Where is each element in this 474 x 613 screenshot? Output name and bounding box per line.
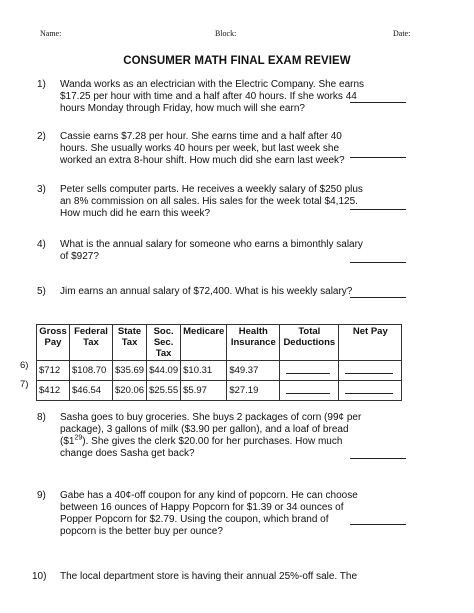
question-text: change does Sasha get back? [60,448,195,459]
answer-line-3[interactable] [350,209,406,210]
question-text: Peter sells computer parts. He receives a weekly salary of $250 plus [60,184,363,195]
soc-sec-tax-cell: $25.55 [147,381,181,401]
question-number: 1) [37,79,46,90]
total-deductions-cell[interactable] [280,361,339,381]
table-row [37,361,402,381]
question-text: Jim earns an annual salary of $72,400. What is his weekly salary? [60,286,353,297]
question-text: worked an extra 8-hour shift. How much did she earn last week? [60,155,345,166]
question-text: hours Monday through Friday, how much will she earn? [60,103,305,114]
gross-pay-cell: $712 [37,361,70,381]
question-text: The local department store is having their annual 25%-off sale. The [60,571,358,582]
column-header-federal-tax: Federal Tax [70,325,113,361]
question-text: Popper Popcorn for $2.79. Using the coupon, which brand of [60,514,329,525]
question-text: an 8% commission on all sales. His sales for the week total $4,125. [60,196,358,207]
question-number: 3) [37,184,46,195]
column-header-net-pay: Net Pay [339,325,402,361]
question-text: Sasha goes to buy groceries. She buys 2 packages of corn (99¢ per [60,412,362,423]
question-number-7: 7) [20,379,29,390]
question-text: $(\$1^{29})$. She gives the clerk $20.00 for her purchases. How much [60,434,343,447]
state-tax-cell: $35.69 [113,361,147,381]
payroll-table [36,324,402,401]
question-number: 9) [37,490,46,501]
question-number-6: 6) [20,360,29,371]
question-number: 5) [37,286,46,297]
question-text: Cassie earns $7.28 per hour. She earns time and a half after 40 [60,131,342,142]
question-text: package), 3 gallons of milk ($3.90 per gallon), and a loaf of bread [60,424,349,435]
question-number: 10) [32,571,47,582]
table-row [37,381,402,401]
answer-line-1[interactable] [350,102,406,103]
block-label: Block: [215,29,237,38]
question-text: Wanda works as an electrician with the Electric Company. She earns [60,79,365,90]
question-text: popcorn is the better buy per ounce? [60,526,223,537]
question-text: between 16 ounces of Happy Popcorn for $1.39 or 34 ounces of [60,502,344,513]
answer-line-4[interactable] [350,262,406,263]
net-pay-cell[interactable] [339,361,402,381]
question-text: hours. She usually works 40 hours per week, but last week she [60,143,340,154]
federal-tax-cell: $108.70 [70,361,113,381]
answer-line-9[interactable] [350,524,406,525]
column-header-state-tax: State Tax [113,325,147,361]
total-deductions-cell[interactable] [280,381,339,401]
answer-line-2[interactable] [350,157,406,158]
question-text: What is the annual salary for someone who earns a bimonthly salary [60,239,363,250]
column-header-total-deductions: Total Deductions [280,325,339,361]
health-insurance-cell: $49.37 [227,361,280,381]
state-tax-cell: $20.06 [113,381,147,401]
net-pay-cell[interactable] [339,381,402,401]
soc-sec-tax-cell: $44.09 [147,361,181,381]
medicare-cell: $10.31 [181,361,227,381]
question-text: Gabe has a 40¢-off coupon for any kind of popcorn. He can choose [60,490,358,501]
question-text: of $927? [60,251,99,262]
column-header-medicare: Medicare [181,325,227,361]
health-insurance-cell: $27.19 [227,381,280,401]
answer-line-8[interactable] [350,458,406,459]
question-text: How much did he earn this week? [60,208,211,219]
medicare-cell: $5.97 [181,381,227,401]
question-number: 2) [37,131,46,142]
column-header-soc-sec-tax: Soc. Sec. Tax [147,325,181,361]
date-label: Date: [393,29,411,38]
column-header-health-insurance: Health Insurance [227,325,280,361]
question-text: $17.25 per hour with time and a half after 40 hours. If she works 44 [60,91,357,102]
column-header-gross-pay: Gross Pay [37,325,70,361]
answer-line-5[interactable] [350,297,406,298]
name-label: Name: [40,29,62,38]
federal-tax-cell: $46.54 [70,381,113,401]
question-number: 4) [37,239,46,250]
page-title: CONSUMER MATH FINAL EXAM REVIEW [123,55,351,67]
table-header-row [37,325,402,361]
question-number: 8) [37,412,46,423]
gross-pay-cell: $412 [37,381,70,401]
